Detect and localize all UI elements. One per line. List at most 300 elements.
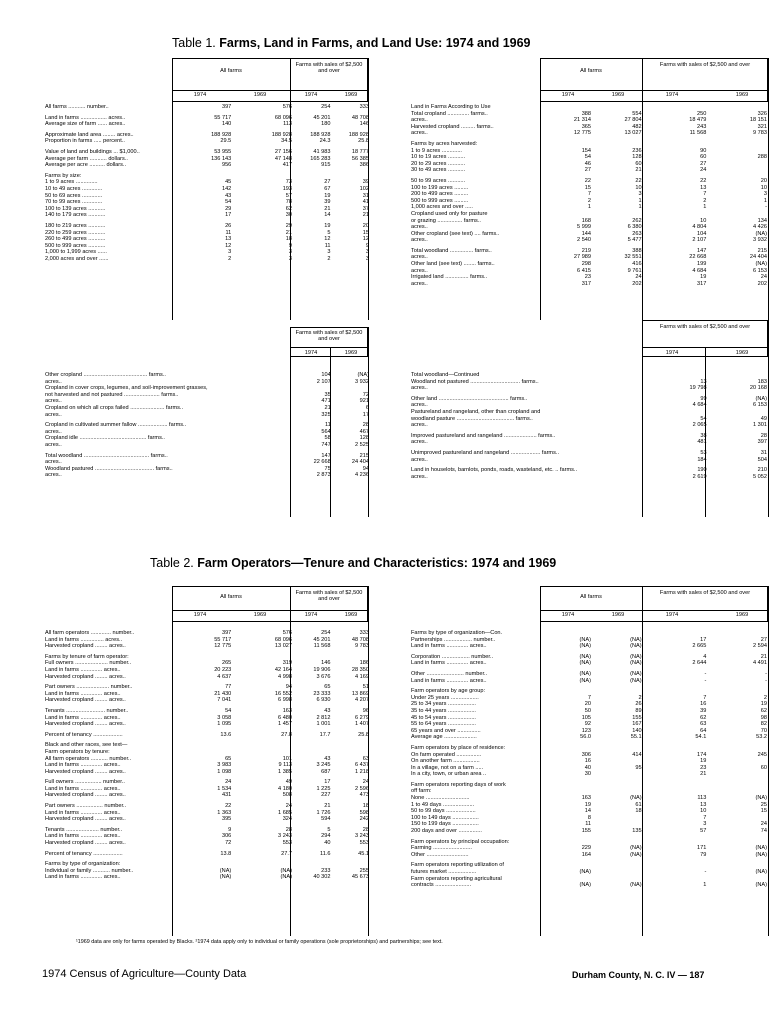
row-value: 22 668 [313, 459, 331, 466]
row-value: 2 [327, 255, 331, 262]
table-row [410, 721, 768, 728]
row-value: 1 726 [316, 809, 331, 816]
row-value: 3 243 [355, 833, 369, 840]
row-value: 17 [362, 411, 369, 418]
row-label: Harvested cropland ........ acres.. [45, 816, 126, 823]
row-value: (NA) [755, 395, 767, 402]
row-value: 11 [324, 422, 331, 429]
row-value [174, 173, 233, 180]
row-value: 74 [760, 828, 767, 835]
row-value: 27 [700, 160, 707, 167]
row-value: 508 [282, 792, 293, 799]
row-label: acres.. [45, 441, 62, 448]
row-value: - [765, 677, 767, 684]
table1-right-header-all: All farms [580, 68, 602, 74]
row-value: 40 302 [313, 874, 331, 881]
row-value: 1 [763, 197, 767, 204]
table-row [44, 868, 370, 875]
row-value: 24 [635, 274, 642, 281]
row-value: 12 [362, 236, 369, 243]
row-value [592, 211, 643, 218]
row-value: 473 [359, 792, 369, 799]
row-value: 6 153 [753, 402, 767, 409]
row-value: 4 804 [692, 224, 707, 231]
row-value: 5 477 [627, 237, 642, 244]
row-label: 55 to 64 years .................. [411, 721, 476, 728]
row-value: - [765, 670, 767, 677]
table-row [44, 697, 370, 704]
table-row [44, 654, 370, 661]
row-value: 70 [760, 727, 767, 734]
row-value: 34.5 [281, 138, 293, 145]
row-label: Unimproved pastureland and rangeland ................... farms.. [411, 449, 559, 456]
row-value [707, 815, 768, 822]
table-row [410, 771, 768, 778]
row-label: Land in farms ............... acres.. [45, 636, 123, 643]
row-value: 365 [581, 123, 592, 130]
row-value: 242 [359, 816, 369, 823]
row-value: 23 [700, 764, 707, 771]
row-value: 245 [757, 751, 767, 758]
table-row [410, 167, 768, 174]
row-label: Cropland used only for pasture [411, 210, 488, 217]
table2-title-years: 1974 and 1969 [471, 556, 557, 570]
row-label: acres.. [411, 117, 428, 124]
row-value [541, 745, 592, 752]
row-value: (NA) [755, 230, 767, 237]
row-value: 306 [581, 751, 592, 758]
row-value: (NA) [630, 677, 642, 684]
row-value: 22 [635, 177, 642, 184]
row-value: 104 [696, 230, 707, 237]
row-label: Value of land and buildings ... $1,000.. [45, 148, 140, 155]
row-value: 20 168 [749, 385, 767, 392]
row-value: 6 [365, 404, 369, 411]
row-value: 2 812 [316, 714, 331, 721]
table-row [410, 198, 768, 205]
row-value: 21 [700, 771, 707, 778]
table-row [44, 816, 370, 823]
row-value [707, 104, 768, 111]
row-value: 17 [324, 779, 331, 786]
row-value: 30 [285, 212, 293, 219]
row-value: 53 955 [214, 148, 232, 155]
row-value: 62 [700, 714, 707, 721]
row-value: 168 [581, 217, 592, 224]
row-label: Cropland in cover crops, legumes, and soil-improvement grasses, [45, 385, 208, 392]
row-label: Land in farms .............. acres.. [45, 809, 121, 816]
row-value: 333 [359, 630, 369, 636]
row-value [592, 758, 643, 765]
row-value: 229 [581, 845, 592, 852]
row-label: 20 to 29 acres ........... [411, 160, 466, 167]
row-label: 10 to 19 acres ........... [411, 154, 466, 161]
row-value: 3 058 [217, 714, 232, 721]
row-value: 19 [324, 222, 331, 229]
table1-lower-right-header-label: Farms with sales of $2,500 and over [659, 324, 751, 330]
row-value: (NA) [579, 660, 592, 667]
row-value: 747 [321, 441, 331, 448]
row-label: Tenants ..................... number.. [45, 826, 123, 833]
table-row [410, 882, 768, 889]
row-value: 576 [282, 104, 293, 110]
table-row [410, 828, 768, 835]
table-row [410, 372, 768, 379]
row-label: acres.. [411, 439, 428, 446]
row-label: Irrigated land ............... farms.. [411, 274, 488, 281]
row-value: 188 928 [310, 131, 331, 138]
row-value: 598 [359, 809, 369, 816]
row-label: acres.. [411, 422, 428, 429]
row-value: 113 [697, 795, 707, 802]
row-label: All farm operators ........... number.. [45, 755, 132, 762]
row-label: Land in farms .............. acres.. [411, 660, 487, 667]
table-row [410, 701, 768, 708]
row-value: 56 385 [351, 155, 369, 162]
table-row [44, 206, 370, 213]
row-value: 317 [581, 280, 592, 287]
row-value: 123 [581, 727, 592, 734]
table2-right-body [410, 630, 768, 889]
table-row [410, 191, 768, 198]
row-value: 236 [632, 147, 642, 154]
row-value: 326 [757, 110, 767, 117]
row-value [592, 815, 643, 822]
row-value: 104 [321, 372, 331, 378]
row-value [643, 372, 707, 379]
row-label: Land in farms .............. acres.. [45, 714, 121, 721]
row-value: 92 [584, 721, 592, 728]
row-label: Other ........................ number.. [411, 670, 488, 677]
row-value: 12 [324, 236, 331, 243]
table-row [44, 660, 370, 667]
row-value [541, 788, 592, 795]
year-1974: 1974 [193, 92, 207, 98]
table-row [44, 104, 370, 111]
row-value: 54 [584, 154, 592, 161]
row-value: 3 245 [316, 762, 331, 769]
table1-title-main: Farms, Land in Farms, and Land Use: [219, 36, 443, 50]
row-value: 10 [700, 808, 707, 815]
row-label: In a village, not on a farm ..... [411, 764, 484, 771]
row-value [541, 839, 592, 846]
row-value: 12 [225, 242, 232, 249]
table-row [410, 178, 768, 185]
row-label: Tenants ......................... number.. [45, 707, 129, 714]
row-label: Farm operators by place of residence: [411, 744, 506, 751]
row-value: 56.0 [580, 734, 592, 741]
row-value: 24 [760, 821, 767, 828]
row-value: 215 [359, 452, 369, 459]
table-row [44, 199, 370, 206]
row-value: 915 [321, 162, 331, 169]
row-label: acres.. [411, 402, 428, 409]
row-value [174, 654, 233, 661]
row-value: 24 [760, 274, 767, 281]
row-value: 18 [362, 803, 369, 810]
row-value: 262 [632, 217, 642, 224]
row-value: 553 [282, 840, 293, 847]
row-label: Total woodland—Continued [411, 372, 480, 378]
row-label: Farm operators by principal occupation: [411, 838, 510, 845]
row-value: 3 [365, 249, 369, 256]
row-label: Farm operators by tenure: [45, 748, 110, 755]
row-value: 921 [359, 398, 369, 405]
row-label: Cropland idle ........................................... farms.. [45, 435, 165, 442]
row-value: 13 027 [624, 130, 642, 137]
table2-right-header-all: All farms [580, 594, 602, 600]
row-value [293, 654, 331, 661]
row-value: 27 [760, 636, 767, 643]
row-value: 24 [700, 167, 707, 174]
row-label: acres.. [45, 378, 62, 385]
row-value [292, 385, 332, 392]
year-1969: 1969 [735, 350, 749, 356]
row-value: 25.8 [358, 731, 369, 738]
row-label: Other land (see text) ........ farms.. [411, 261, 495, 268]
row-label: Part owners ..................... number.. [45, 684, 133, 691]
footer-publication: 1974 Census of Agriculture—County Data [42, 968, 247, 980]
table-row [410, 211, 768, 218]
table-row [410, 695, 768, 702]
table-row [410, 671, 768, 678]
row-value: (NA) [755, 795, 767, 802]
table-row [44, 243, 370, 250]
row-label: Approximate land area ........ acres.. [45, 131, 134, 138]
row-value: 6 998 [278, 697, 293, 704]
row-value: 8 [587, 814, 592, 821]
table2-left-header-sales: Farms with sales of $2,500 and over [295, 590, 363, 603]
table-row [410, 862, 768, 869]
year-1974: 1974 [665, 92, 679, 98]
row-value: (NA) [630, 653, 642, 660]
row-label: Land in farms .............. acres.. [411, 643, 487, 650]
row-value: 57 [700, 828, 707, 835]
row-value: 89 [635, 707, 642, 714]
table-row [410, 385, 768, 392]
row-value: 317 [696, 280, 707, 287]
row-label: Land in farms .............. acres.. [45, 785, 121, 792]
table-row [410, 154, 768, 161]
row-label: Farm operators reporting utilization of [411, 862, 504, 869]
row-value: 67 [324, 185, 331, 192]
table1-left-body [44, 104, 370, 262]
row-value: 202 [632, 280, 642, 287]
row-value: 2 665 [692, 643, 707, 650]
row-label: Land in farms .............. acres.. [45, 666, 121, 673]
row-value: 1 457 [278, 721, 293, 728]
row-value: 321 [757, 123, 767, 130]
row-value [707, 161, 768, 168]
row-value: 45.1 [358, 850, 369, 857]
year-1969: 1969 [344, 612, 358, 618]
row-value: 136 143 [211, 155, 232, 162]
row-value: 254 [321, 104, 331, 110]
table-row [410, 852, 768, 859]
row-value [541, 104, 592, 111]
row-value: 13 869 [351, 690, 369, 697]
row-value: 5 999 [577, 224, 592, 231]
row-value: 29 [225, 205, 232, 212]
row-value: 31 [760, 449, 767, 456]
row-value: 1 [638, 204, 642, 211]
row-value: 29.5 [220, 138, 232, 145]
row-value: 43 [324, 707, 331, 714]
row-value: 180 [321, 121, 331, 128]
row-value: 19 [584, 801, 592, 808]
row-value: - [704, 869, 707, 875]
row-value: 144 [581, 230, 592, 237]
row-value: 57 [285, 192, 293, 199]
row-value: 11 568 [689, 130, 707, 137]
row-label: On another farm ................. [411, 758, 480, 765]
row-value: 65 [324, 684, 331, 691]
row-label: 200 to 499 acres ......... [411, 191, 469, 198]
row-value: 11 [324, 242, 331, 249]
row-value: 9 [228, 826, 232, 833]
row-label: Total cropland .............. farms.. [411, 110, 488, 117]
row-value: 188 928 [348, 131, 369, 138]
row-value: 95 [635, 764, 642, 771]
row-value: 1 534 [217, 785, 232, 792]
row-value: 186 [359, 660, 369, 667]
row-value: 68 096 [274, 636, 293, 643]
row-value: 21 430 [214, 690, 232, 697]
row-label: Part owners ................. number.. [45, 803, 127, 810]
row-value: 20 223 [214, 666, 232, 673]
table-row [44, 186, 370, 193]
row-value: 42 164 [274, 666, 293, 673]
row-value: 146 [321, 660, 331, 667]
row-value: 193 [282, 185, 293, 192]
row-value [643, 862, 708, 869]
row-value: 39 [362, 179, 369, 186]
row-value: 386 [359, 162, 369, 169]
table-row [410, 782, 768, 789]
row-value: 53.2 [756, 734, 767, 741]
table-row [410, 745, 768, 752]
table-row [410, 141, 768, 148]
table-row [410, 433, 768, 440]
row-value: 62 [285, 205, 293, 212]
row-value [293, 173, 331, 180]
row-value [643, 211, 708, 218]
row-value [592, 788, 643, 795]
row-value: 99 [700, 395, 707, 402]
row-value: 298 [581, 261, 592, 268]
row-value: 10 [700, 217, 707, 224]
row-label: acres.. [411, 473, 428, 480]
row-label: 140 to 179 acres ........... [45, 212, 106, 219]
row-value: 55 717 [214, 636, 232, 643]
row-value: (NA) [755, 851, 767, 858]
row-value: 956 [221, 162, 232, 169]
year-1974: 1974 [193, 612, 207, 618]
row-value: 2 644 [692, 660, 707, 667]
table-row [44, 827, 370, 834]
row-label: Land in farms .............. acres.. [45, 833, 121, 840]
row-value: 6 153 [753, 267, 767, 274]
row-value: 19 [324, 192, 331, 199]
table-row [410, 457, 768, 464]
row-label: Cropland in cultivated summer fallow ................... farms.. [45, 422, 187, 429]
row-value: 13.8 [220, 850, 232, 857]
row-value: 1 218 [355, 768, 369, 775]
row-value: - [765, 204, 767, 211]
table1-title-years: 1974 and 1969 [445, 36, 531, 50]
row-value: 21 [635, 167, 642, 174]
row-value [592, 141, 643, 148]
row-value: 27 989 [573, 254, 592, 261]
row-value [541, 630, 592, 637]
row-value: 31 [362, 192, 369, 199]
row-value: 6 415 [577, 267, 592, 274]
table-row [44, 398, 370, 405]
row-label: 260 to 499 acres ........... [45, 236, 106, 243]
row-value: 49 [760, 415, 767, 422]
row-value: 1 385 [278, 768, 293, 775]
row-value: (NA) [219, 874, 232, 881]
row-value: 19 [700, 274, 707, 281]
row-value: 2 107 [316, 378, 331, 385]
row-value [592, 782, 643, 789]
row-value: (NA) [579, 643, 592, 650]
row-value: 1 363 [217, 809, 232, 816]
row-value: 9 [365, 242, 369, 249]
row-value: 24 [285, 803, 293, 810]
row-value: 15 [584, 184, 592, 191]
year-1974: 1974 [561, 92, 575, 98]
row-value: - [704, 677, 707, 684]
row-value: 165 283 [310, 155, 331, 162]
row-label: 70 to 99 acres ............. [45, 199, 103, 206]
row-value: 9 [288, 242, 293, 249]
row-value: 128 [632, 154, 642, 161]
table-row [410, 688, 768, 695]
table-row [44, 179, 370, 186]
row-value: 21 [324, 205, 331, 212]
row-label: or grazing ................ farms.. [411, 217, 481, 224]
row-value [541, 876, 592, 883]
table-row [44, 803, 370, 810]
row-label: not harvested and not pastured ....................... farms.. [45, 391, 179, 398]
row-value: 128 [359, 435, 369, 442]
table-row [410, 416, 768, 423]
row-value [643, 141, 708, 148]
row-label: 50 to 69 acres ............. [45, 192, 103, 199]
row-value: 6 930 [316, 697, 331, 704]
row-value [707, 148, 768, 155]
table-row [410, 765, 768, 772]
row-value: 21 314 [573, 117, 592, 124]
row-value: 55 717 [214, 114, 232, 121]
table-row [44, 769, 370, 776]
row-value [541, 782, 592, 789]
row-label: Corporation .................. number.. [411, 653, 494, 660]
row-value: 73 [285, 179, 293, 186]
table-row [410, 268, 768, 275]
table-row [44, 851, 370, 858]
row-value: 388 [581, 110, 592, 117]
row-value: 184 [697, 456, 707, 463]
row-value: 18 479 [689, 117, 707, 124]
table1-lower-right-body [410, 372, 768, 480]
year-1974: 1974 [304, 612, 318, 618]
row-value: 45 201 [313, 114, 331, 121]
table-row [410, 204, 768, 211]
row-value: 54 [700, 415, 707, 422]
table-row [44, 667, 370, 674]
